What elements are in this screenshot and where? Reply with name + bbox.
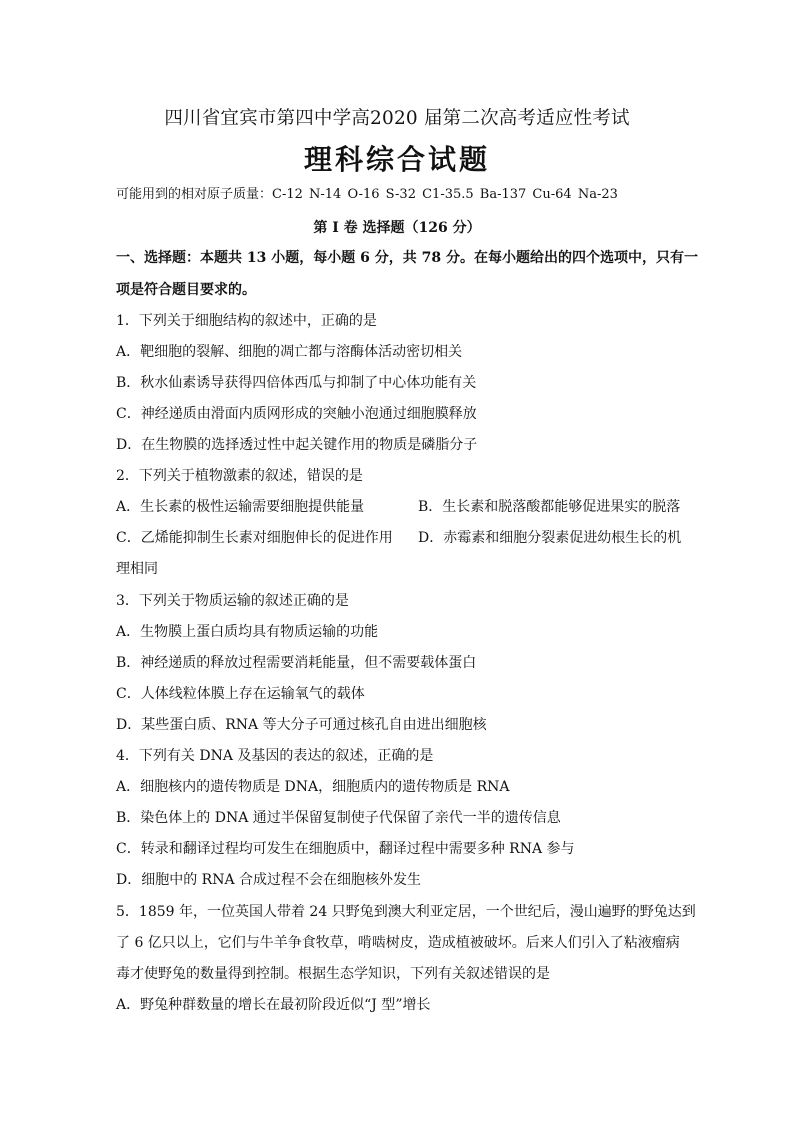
question-5-option-a: A．野兔种群数量的增长在最初阶段近似“J 型”增长	[116, 997, 431, 1013]
question-2-option-a: A．生长素的极性运输需要细胞提供能量	[116, 499, 365, 515]
question-5-stem-line-1: 5．1859 年，一位英国人带着 24 只野兔到澳大利亚定居，一个世纪后，漫山遍野的野兔达到	[116, 904, 696, 920]
question-2-option-c: C．乙烯能抑制生长素对细胞伸长的促进作用	[116, 530, 393, 546]
question-2-option-d: D．赤霉素和细胞分裂素促进幼根生长的机	[418, 530, 682, 546]
question-2-stem: 2．下列关于植物激素的叙述，错误的是	[116, 468, 363, 484]
question-3-option-d: D．某些蛋白质、RNA 等大分子可通过核孔自由进出细胞核	[116, 717, 487, 733]
question-1-option-d: D．在生物膜的选择透过性中起关键作用的物质是磷脂分子	[116, 437, 478, 453]
question-1-option-a: A．靶细胞的裂解、细胞的凋亡都与溶酶体活动密切相关	[116, 344, 463, 360]
question-2-option-b: B．生长素和脱落酸都能够促进果实的脱落	[418, 499, 681, 515]
exam-title: 四川省宜宾市第四中学高2020 届第二次高考适应性考试	[164, 108, 630, 129]
atomic-masses: 可能用到的相对原子质量：C-12 N-14 O-16 S-32 C1-35.5 Ba-137 Cu-64 Na-23	[116, 187, 618, 202]
instructions-line-2: 项是符合题目要求的。	[116, 282, 256, 298]
instructions-line-1: 一、选择题：本题共 13 小题，每小题 6 分，共 78 分。在每小题给出的四个选项中，只有一	[116, 250, 698, 266]
question-4-stem: 4．下列有关 DNA 及基因的表达的叙述，正确的是	[116, 748, 434, 764]
exam-subject-title: 理科综合试题	[303, 143, 490, 176]
question-3-stem: 3．下列关于物质运输的叙述正确的是	[116, 593, 349, 609]
question-1-stem: 1．下列关于细胞结构的叙述中，正确的是	[116, 313, 377, 329]
question-3-option-a: A．生物膜上蛋白质均具有物质运输的功能	[116, 624, 379, 640]
question-5-stem-line-3: 毒才使野兔的数量得到控制。根据生态学知识，下列有关叙述错误的是	[116, 966, 550, 982]
question-3-option-b: B．神经递质的释放过程需要消耗能量，但不需要载体蛋白	[116, 655, 477, 671]
question-4-option-b: B．染色体上的 DNA 通过半保留复制使子代保留了亲代一半的遗传信息	[116, 810, 561, 826]
question-2-option-d-continued: 理相同	[116, 561, 158, 577]
question-1-option-b: B．秋水仙素诱导获得四倍体西瓜与抑制了中心体功能有关	[116, 375, 477, 391]
section-heading: 第 I 卷 选择题（126 分）	[313, 220, 481, 236]
question-1-option-c: C．神经递质由滑面内质网形成的突触小泡通过细胞膜释放	[116, 406, 477, 422]
question-4-option-c: C．转录和翻译过程均可发生在细胞质中，翻译过程中需要多种 RNA 参与	[116, 841, 575, 857]
question-5-stem-line-2: 了 6 亿只以上，它们与牛羊争食牧草，啃啮树皮，造成植被破坏。后来人们引入了粘液瘤病	[116, 935, 680, 951]
question-3-option-c: C．人体线粒体膜上存在运输氧气的载体	[116, 686, 365, 702]
question-4-option-d: D．细胞中的 RNA 合成过程不会在细胞核外发生	[116, 872, 422, 888]
question-4-option-a: A．细胞核内的遗传物质是 DNA，细胞质内的遗传物质是 RNA	[116, 779, 510, 795]
